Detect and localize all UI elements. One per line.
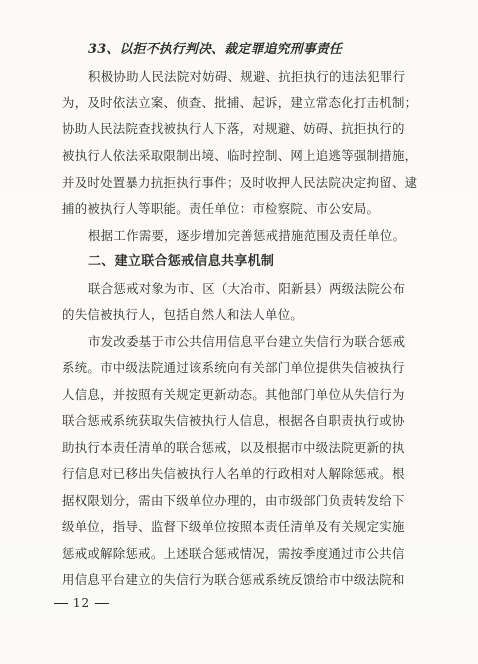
text-line: 协助人民法院查找被执行人下落，对规避、妨碍、抗拒执行的 bbox=[62, 121, 405, 136]
text-line: 为，及时依法立案、侦查、批捕、起诉，建立常态化打击机制； bbox=[62, 95, 418, 110]
text-line: 并及时处置暴力抗拒执行事件；及时收押人民法院决定拘留、逮 bbox=[62, 175, 418, 190]
text-line: 惩戒或解除惩戒。上述联合惩戒情况，需按季度通过市公共信 bbox=[62, 546, 405, 561]
page-number-value: 12 bbox=[72, 596, 91, 610]
text-line: 用信息平台建立的失信行为联合惩戒系统反馈给市中级法院和 bbox=[62, 572, 405, 587]
paragraph-expand-measures: 根据工作需要，逐步增加完善惩戒措施范围及责任单位。 bbox=[88, 228, 406, 243]
section-heading-2: 二、建立联合惩戒信息共享机制 bbox=[88, 254, 275, 269]
page-number-dash-left bbox=[54, 603, 68, 604]
section-heading-33: 33、以拒不执行判决、裁定罪追究刑事责任 bbox=[88, 42, 343, 57]
text-line: 人信息，并按照有关规定更新动态。其他部门单位从失信行为 bbox=[62, 387, 405, 402]
text-line: 捕的被执行人等职能。责任单位：市检察院、市公安局。 bbox=[62, 201, 380, 216]
page-number bbox=[54, 596, 109, 610]
text-line: 市发改委基于市公共信用信息平台建立失信行为联合惩戒 bbox=[88, 334, 406, 349]
text-line: 系统。市中级法院通过该系统向有关部门单位提供失信被执行 bbox=[62, 360, 405, 375]
text-line: 联合惩戒对象为市、区（大冶市、阳新县）两级法院公布 bbox=[88, 281, 406, 296]
text-line: 行信息对已移出失信被执行人名单的行政相对人解除惩戒。根 bbox=[62, 466, 405, 481]
text-line: 的失信被执行人，包括自然人和法人单位。 bbox=[62, 307, 304, 322]
page-number-dash-right bbox=[95, 603, 109, 604]
text-line: 被执行人依法采取限制出境、临时控制、网上追逃等强制措施， bbox=[62, 148, 418, 163]
text-line: 据权限划分，需由下级单位办理的，由市级部门负责转发给下 bbox=[62, 493, 405, 508]
text-line: 联合惩戒系统获取失信被执行人信息，根据各自职责执行或协 bbox=[62, 413, 405, 428]
text-line: 级单位，指导、监督下级单位按照本责任清单及有关规定实施 bbox=[62, 519, 405, 534]
text-line: 助执行本责任清单的联合惩戒，以及根据市中级法院更新的执 bbox=[62, 440, 405, 455]
text-line: 积极协助人民法院对妨碍、规避、抗拒执行的违法犯罪行 bbox=[88, 69, 406, 84]
